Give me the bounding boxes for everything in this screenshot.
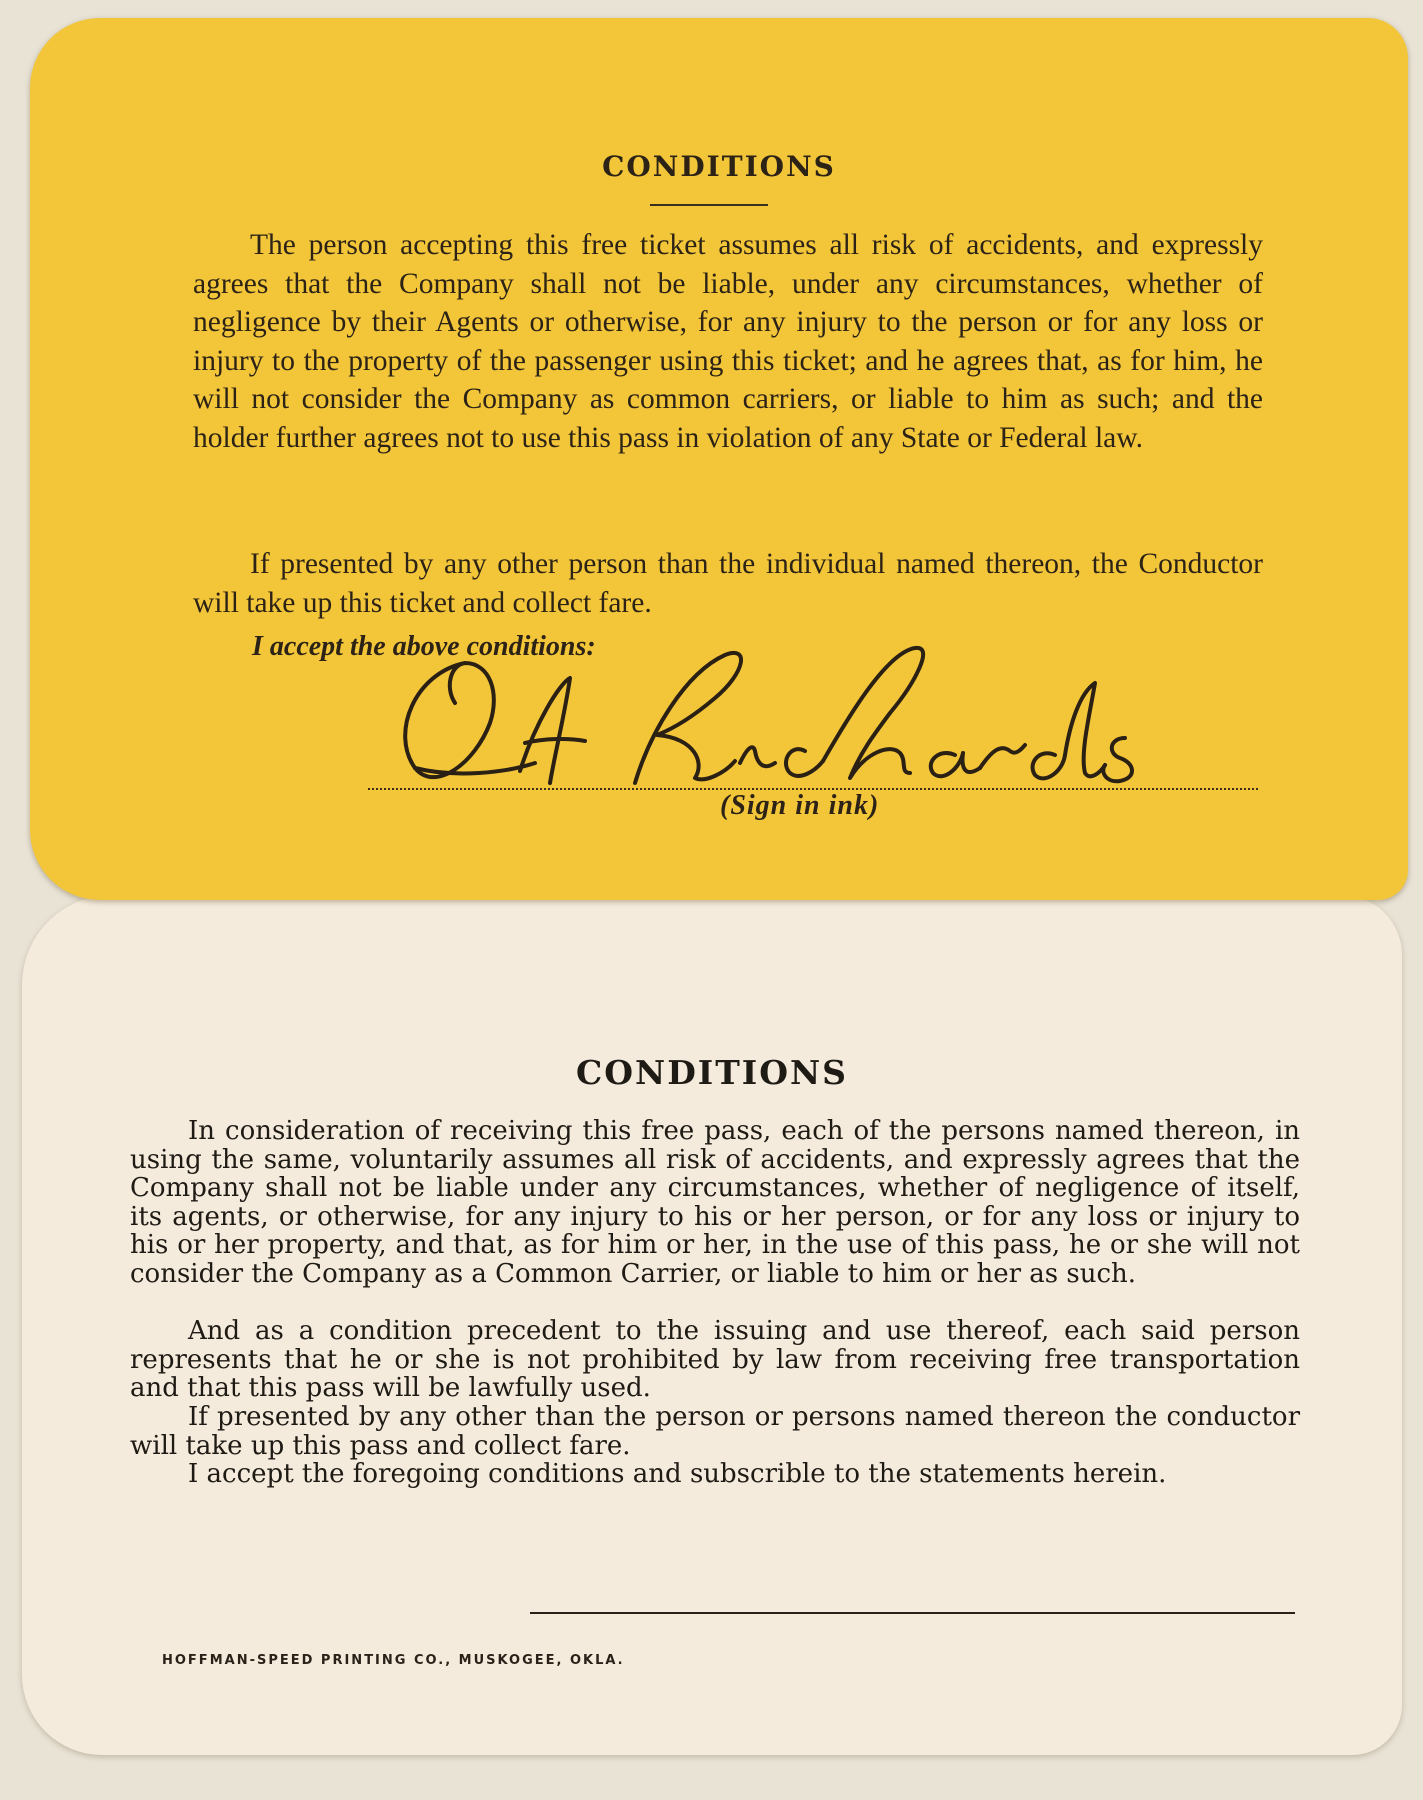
signature-blank-line bbox=[530, 1612, 1295, 1614]
conditions-paragraph-1: In consideration of receiving this free pass, each of the persons named thereon, in using the same, voluntarily assumes all risk of accidents, and expressly agrees that the Company shall not be liable under any circumstances, whether of negligence of itself, its agents, or otherwise, for any injury to his or her person, or for any loss or injury to his or her property, and that, as for him or her, in the use of this pass, he or she will not consider the Company as a Common Carrier, or liable to him or her as such. bbox=[130, 1116, 1300, 1289]
conditions-title: CONDITIONS bbox=[576, 1053, 848, 1092]
conditions-paragraph-4: I accept the foregoing conditions and subscrible to the statements herein. bbox=[188, 1459, 1167, 1489]
conditions-paragraph-1: The person accepting this free ticket assumes all risk of accidents, and expressly agrees that the Company shall not be liable, under any circumstances, whether of negligence by their Agents or otherwise, for any injury to the person or for any loss or injury to the property of the passenger using this ticket; and he agrees that, as for him, he will not consider the Company as common carriers, or liable to him as such; and the holder further agrees not to use this pass in violation of any State or Federal law. bbox=[193, 229, 1263, 454]
conditions-paragraph-2: And as a condition precedent to the issuing and use thereof, each said person represents that he or she is not prohibited by law from receiving free transportation and that this pass will be lawfully used. bbox=[130, 1316, 1300, 1403]
printer-imprint: HOFFMAN-SPEED PRINTING CO., MUSKOGEE, OKLA. bbox=[162, 1653, 625, 1668]
sign-in-ink-note: (Sign in ink) bbox=[720, 790, 880, 821]
conditions-paragraph-3: If presented by any other than the person or persons named thereon the conductor will take up this pass and collect fare. bbox=[130, 1402, 1300, 1461]
conditions-title: CONDITIONS bbox=[602, 150, 836, 183]
white-pass-card bbox=[22, 895, 1402, 1755]
title-rule bbox=[650, 204, 768, 206]
accept-label: I accept the above conditions: bbox=[252, 631, 596, 662]
conditions-paragraph-2: If presented by any other person than the individual named thereon, the Conductor will take up this ticket and collect fare. bbox=[193, 548, 1263, 619]
yellow-pass-card bbox=[30, 18, 1408, 900]
